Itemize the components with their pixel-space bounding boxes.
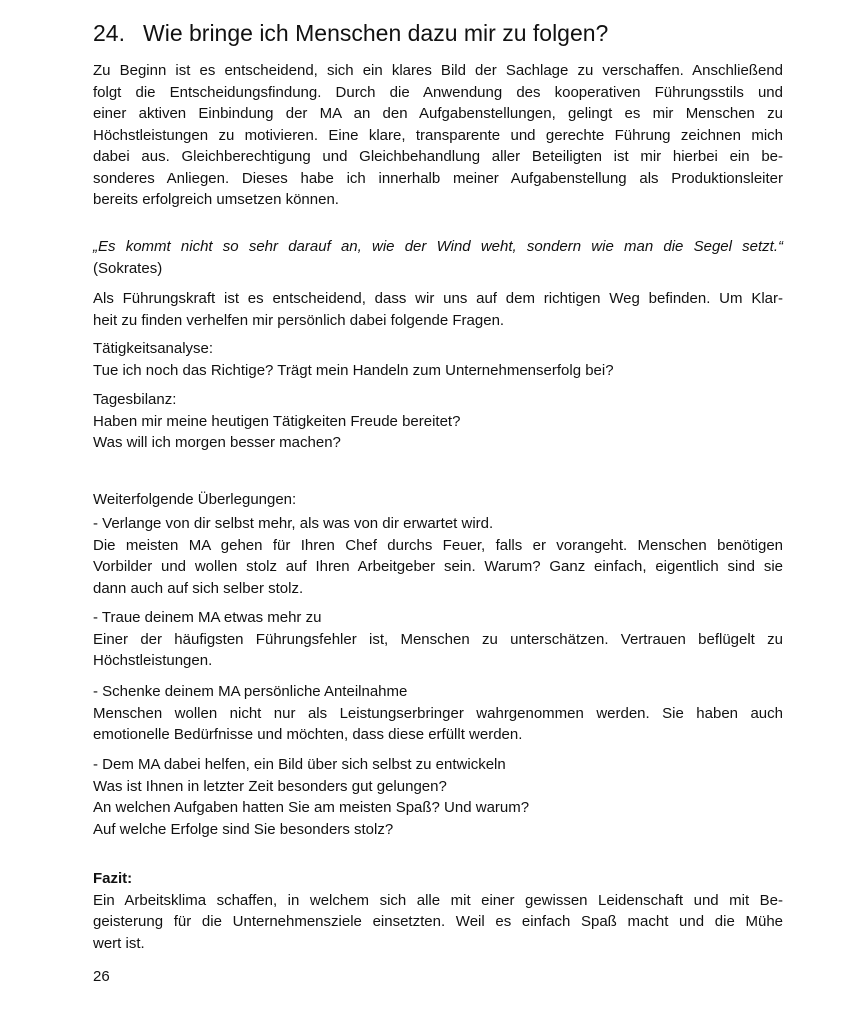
text-line: Einer der häufigsten Führungsfehler ist, Menschen zu unterschätzen. Vertrauen beflügelt zu — [93, 630, 783, 648]
consideration-heading: - Dem MA dabei helfen, ein Bild über sich selbst zu entwickeln — [93, 756, 506, 773]
text-line: Menschen wollen nicht nur als Leistungserbringer wahrgenommen werden. Sie haben auch — [93, 704, 783, 722]
quote-text: „Es kommt nicht so sehr darauf an, wie der Wind weht, sondern wie man die Segel setzt.“ — [93, 238, 783, 255]
text-line: Was ist Ihnen in letzter Zeit besonders gut gelungen? — [93, 777, 447, 795]
text-line: Höchstleistungen zu motivieren. Eine klare, transparente und gerechte Führung zeichnen mich — [93, 126, 783, 144]
text-line: bereits erfolgreich umsetzen können. — [93, 191, 339, 208]
text-line: dabei aus. Gleichberechtigung und Gleichbehandlung aller Beteiligten ist mir hierbei ein be- — [93, 148, 783, 165]
consideration-heading: - Schenke deinem MA persönliche Anteilnahme — [93, 683, 408, 700]
text-line: folgt die Entscheidungsfindung. Durch die Anwendung des kooperativen Führungsstils und — [93, 83, 783, 101]
text-line: sonderes Anliegen. Dieses habe ich innerhalb meiner Aufgabenstellung als Produktionsleiter — [93, 169, 783, 187]
activity-analysis-label: Tätigkeitsanalyse: — [93, 340, 214, 357]
daily-review-question: Was will ich morgen besser machen? — [93, 434, 341, 451]
text-line: Vorbilder und wollen stolz auf Ihren Arbeitgeber sein. Warum? Ganz einfach, eigentlich sind sie — [93, 558, 783, 575]
daily-review-label: Tagesbilanz: — [93, 391, 177, 408]
activity-analysis-question: Tue ich noch das Richtige? Trägt mein Handeln zum Unternehmenserfolg bei? — [93, 361, 614, 379]
text-line: emotionelle Bedürfnisse und möchten, dass diese erfüllt werden. — [93, 726, 523, 743]
text-line: einer aktiven Einbindung der MA an den Aufgabenstellungen, gelingt es mir Menschen zu — [93, 105, 783, 122]
text-line: Die meisten MA gehen für Ihren Chef durchs Feuer, falls er vorangeht. Menschen benötigen — [93, 536, 783, 554]
text-line: geisterung für die Unternehmensziele einsetzten. Weil es einfach Spaß macht und die Mühe — [93, 913, 783, 930]
consideration-heading: - Traue deinem MA etwas mehr zu — [93, 609, 322, 626]
text-line: An welchen Aufgaben hatten Sie am meisten Spaß? Und warum? — [93, 799, 530, 816]
text-line: Als Führungskraft ist es entscheidend, dass wir uns auf dem richtigen Weg befinden. Um Klar- — [93, 290, 783, 307]
text-line: Zu Beginn ist es entscheidend, sich ein klares Bild der Sachlage zu verschaffen. Anschließend — [93, 62, 783, 79]
daily-review-question: Haben mir meine heutigen Tätigkeiten Freude bereitet? — [93, 412, 461, 430]
quote-author: (Sokrates) — [93, 259, 163, 277]
page-title — [93, 18, 608, 48]
consideration-heading: - Verlange von dir selbst mehr, als was von dir erwartet wird. — [93, 515, 494, 532]
text-line: dann auch auf sich selber stolz. — [93, 579, 304, 597]
section-title: Wie bringe ich Menschen dazu mir zu folgen? — [143, 20, 609, 46]
section-number: 24. — [93, 20, 125, 46]
conclusion-label: Fazit: — [93, 870, 133, 887]
text-line: Höchstleistungen. — [93, 652, 213, 669]
further-considerations-label: Weiterfolgende Überlegungen: — [93, 491, 297, 508]
page-number: 26 — [93, 968, 110, 985]
text-line: Auf welche Erfolge sind Sie besonders stolz? — [93, 820, 394, 838]
text-line: Ein Arbeitsklima schaffen, in welchem sich alle mit einer gewissen Leidenschaft und mit Be- — [93, 891, 783, 909]
text-line: heit zu finden verhelfen mir persönlich dabei folgende Fragen. — [93, 311, 505, 329]
text-line: wert ist. — [93, 934, 145, 952]
